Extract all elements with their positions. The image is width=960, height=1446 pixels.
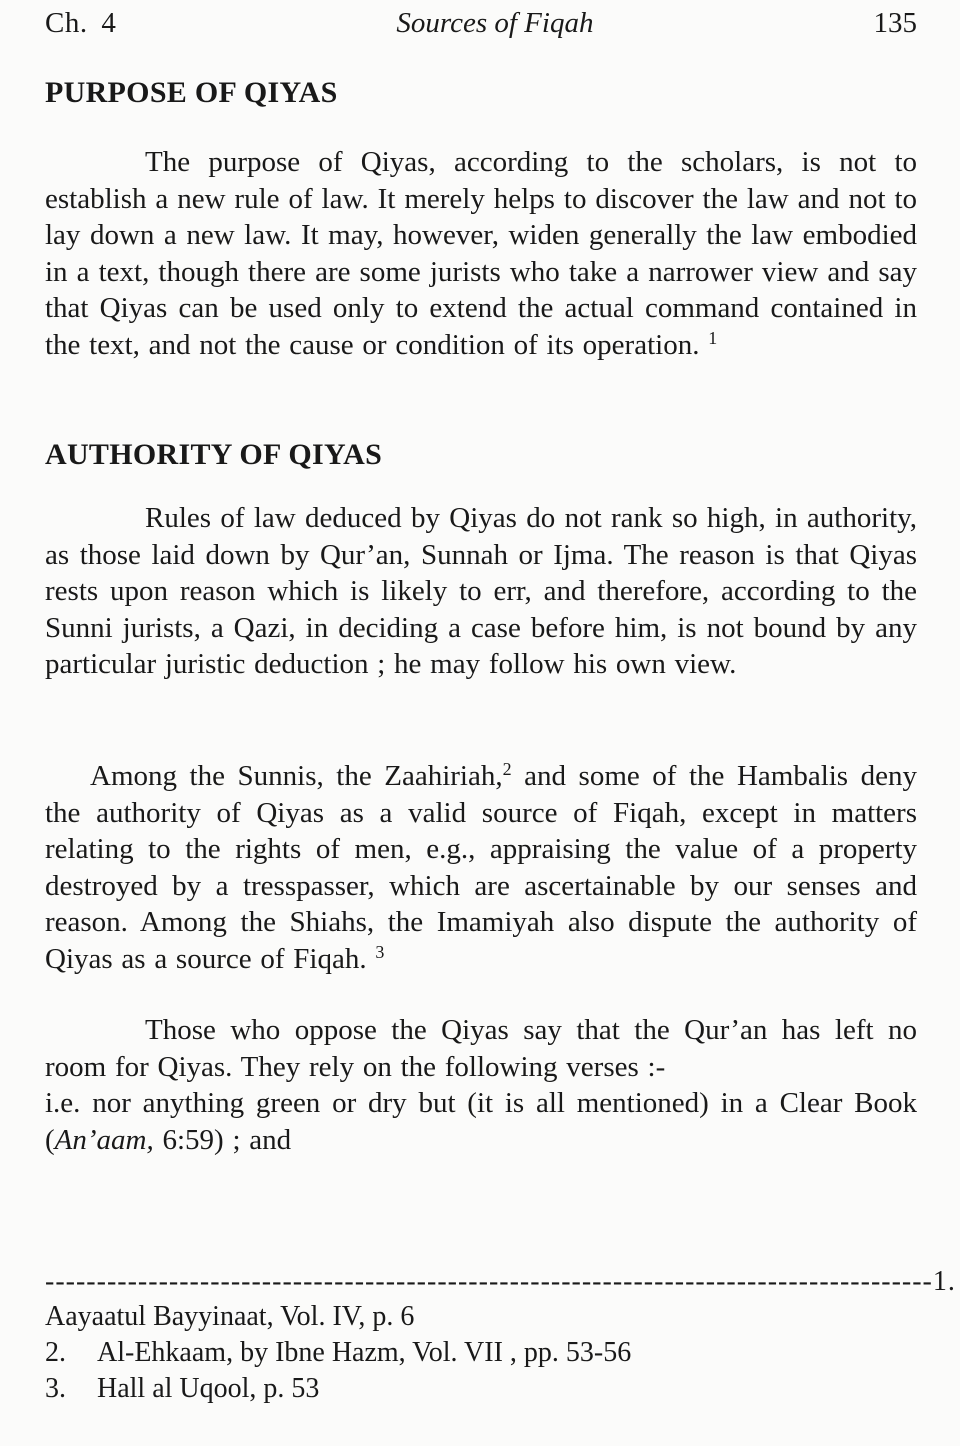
- paragraph-text: Among the Sunnis, the Zaahiriah,: [90, 760, 503, 792]
- footnote-number: 2.: [45, 1337, 66, 1368]
- paragraph-authority-2: [45, 758, 917, 977]
- paragraph-text: Those who oppose the Qiyas say that the Qur’an has left no room for Qiyas. They rely on the following verses :-: [45, 1014, 917, 1083]
- footnote-text: Al-Ehkaam, by Ibne Hazm, Vol. VII , pp. 53-56: [97, 1337, 632, 1368]
- footnote-text: Hall al Uqool, p. 53: [97, 1373, 320, 1404]
- paragraph-verse-quote: [45, 1085, 917, 1158]
- heading-authority-of-qiyas: AUTHORITY OF QIYAS: [45, 438, 383, 471]
- footnote-ref-3: 3: [375, 941, 385, 962]
- paragraph-text: and some of the Hambalis deny the authority of Qiyas as a valid source of Fiqah, except in matters relating to the rights of men, e.g., appraising the value of a property destroyed by a tresspasser, which are ascertainable by our senses and reason. Among the Shiahs, the Imamiyah also dispute the authority of Qiyas as a source of Fiqah.: [45, 760, 917, 975]
- chapter-label: Ch. 4: [45, 7, 117, 39]
- footnote-1: [45, 1299, 917, 1334]
- footnote-separator: [45, 1266, 956, 1298]
- footnote-number: 3.: [45, 1373, 66, 1404]
- footnote-text: Aayaatul Bayyinaat, Vol. IV, p. 6: [45, 1301, 415, 1332]
- paragraph-purpose-1: [45, 144, 917, 363]
- footnote-3: [45, 1371, 917, 1406]
- page-number: 135: [873, 7, 917, 39]
- paragraph-text: 6:59) ; and: [153, 1123, 292, 1156]
- footnotes-section: [45, 1266, 956, 1406]
- footnote-number-1: 1.: [932, 1266, 956, 1297]
- running-header: [45, 6, 917, 40]
- surah-name-italic: An’aam,: [54, 1123, 154, 1156]
- paragraph-authority-3-group: [45, 1012, 917, 1158]
- footnote-ref-2: 2: [502, 759, 512, 780]
- footnote-2: [45, 1335, 917, 1370]
- footnote-ref-1: 1: [708, 327, 718, 348]
- running-title: Sources of Fiqah: [396, 7, 594, 39]
- paragraph-text: Rules of law deduced by Qiyas do not rank so high, in authority, as those laid down by Qur’an, Sunnah or Ijma. The reason is that Qiyas rests upon reason which is likely to err, and therefore, according to the Sunni jurists, a Qazi, in deciding a case before him, is not bound by any particular juristic deduction ; he may follow his own view.: [45, 502, 917, 680]
- paragraph-text: The purpose of Qiyas, according to the scholars, is not to establish a new rule of law. It merely helps to discover the law and not to lay down a new law. It may, however, widen generally the law embodied in a text, though there are some jurists who take a narrower view and say that Qiyas can be used only to extend the actual command contained in the text, and not the cause or condition of its operation.: [45, 146, 917, 361]
- paragraph-authority-3: [45, 1012, 917, 1085]
- heading-purpose-of-qiyas: PURPOSE OF QIYAS: [45, 76, 338, 109]
- separator-dashes: --------------------------------------------------------------------------------------: [45, 1266, 933, 1297]
- paragraph-authority-1: [45, 500, 917, 683]
- paragraph-text: i.e. nor anything green or dry but (it is all mentioned) in a Clear Book (: [45, 1087, 917, 1156]
